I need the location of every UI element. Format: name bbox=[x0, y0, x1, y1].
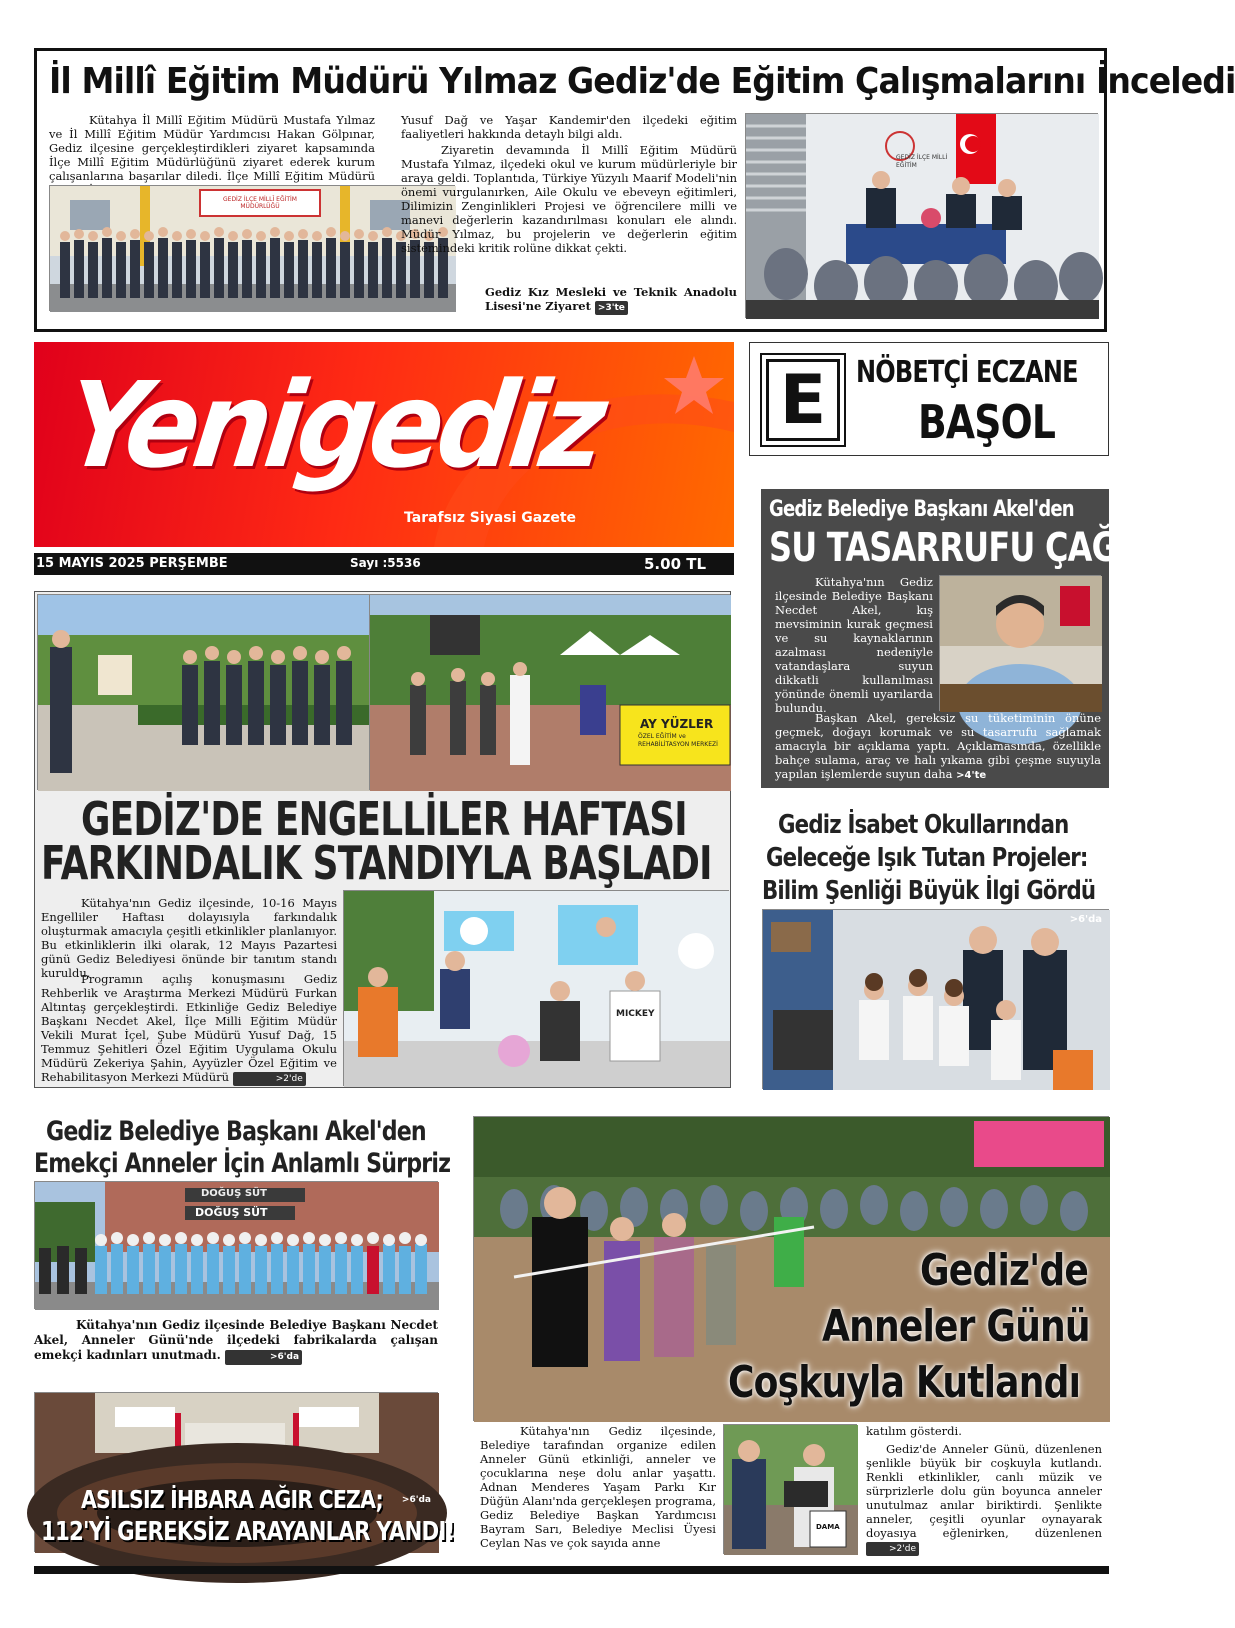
dateline bbox=[34, 553, 734, 575]
water-story-p1: Kütahya'nın Gediz ilçesinde Belediye Başkanı Necdet Akel, kış mevsiminin kurak geçmesi ve su kaynaklarının azalması nedeniyle vatandaşlara suyun dikkatli kullanılması yönünde önemli uyarılarda bulundu. bbox=[775, 575, 933, 715]
mayor-photo bbox=[939, 575, 1101, 711]
false-report-line1: ASILSIZ İHBARA AĞIR CEZA; bbox=[81, 1485, 383, 1514]
pharmacy-letter-box bbox=[760, 353, 846, 447]
disability-p2-text: Programın açılış konuşmasını Gediz Rehberlik ve Araştırma Merkezi Müdürü Furkan Altıntaş gerçekleştirdi. Etkinliğe Gediz Belediye Başkanı Necdet Akel, İlçe Milli Eğitim Müdür Vekili Murat İçel, Şube Müdürü Yusuf Dağ, 15 Temmuz Şehitleri Özel Eğitim Uygulama Okulu Müdürü Zekeriya Şahin, Ayyüzler Özel Eğitim ve Rehabilitasyon Merkezi Müdürü bbox=[41, 972, 337, 1084]
top-story-subhead-text: Gediz Kız Mesleki ve Teknik Anadolu Lisesi'ne Ziyaret bbox=[485, 285, 737, 313]
issue-price: 5.00 TL bbox=[644, 555, 707, 573]
disability-photo-kids bbox=[343, 890, 729, 1086]
mothers-day-line3: Coşkuyla Kutlandı bbox=[728, 1357, 1081, 1408]
false-report-ref[interactable]: >6'da bbox=[401, 1495, 431, 1505]
issue-number: Sayı :5536 bbox=[350, 556, 421, 570]
science-fair-line1: Gediz İsabet Okullarından bbox=[778, 810, 1069, 840]
mothers-day-col2-p1: katılım gösterdi. bbox=[866, 1424, 962, 1438]
pharmacy-title: NÖBETÇİ ECZANE bbox=[856, 355, 1078, 390]
meeting-photo-sign: GEDİZ İLÇE MİLLİ EĞİTİM bbox=[896, 154, 948, 169]
workers-story-line2: Emekçi Anneler İçin Anlamlı Sürpriz bbox=[34, 1148, 451, 1179]
disability-headline-1: GEDİZ'DE ENGELLİLER HAFTASI bbox=[81, 792, 687, 846]
pharmacy-name: BAŞOL bbox=[918, 395, 1056, 449]
disability-photo-stand bbox=[369, 594, 730, 790]
mothers-day-award-photo bbox=[723, 1424, 857, 1554]
false-report-line2: 112'Yİ GEREKSİZ ARAYANLAR YANDI! bbox=[41, 1517, 455, 1547]
bottom-rule bbox=[34, 1566, 1109, 1574]
parliament-photo bbox=[34, 1392, 455, 1552]
top-story-col2-p1: Yusuf Dağ ve Yaşar Kandemir'den ilçedeki eğitim faaliyetleri hakkında detaylı bilgi aldı. bbox=[401, 113, 737, 141]
workers-photo-sign1: DOĞUŞ SÜT bbox=[201, 1188, 267, 1199]
disability-banner-title: AY YÜZLER bbox=[640, 717, 714, 731]
meeting-photo bbox=[745, 113, 1098, 318]
workers-story-text bbox=[34, 1318, 438, 1365]
mothers-day-award-label: DAMA bbox=[816, 1523, 840, 1531]
water-story-p2-text: Başkan Akel, gereksiz su tüketiminin önüne geçmek, doğayı korumak ve su tasarrufu sağlamak amacıyla bir açıklama yaptı. Açıklamasında, özellikle bahçe sulama, araç ve halı yıkama gibi çeşme suyuyla yapılan işlemlerde suyun daha bbox=[775, 711, 1101, 781]
issue-date: 15 MAYIS 2025 PERŞEMBE bbox=[36, 556, 228, 571]
mothers-day-line1: Gediz'de bbox=[920, 1245, 1089, 1296]
top-story-col2-p2: Ziyaretin devamında İl Millî Eğitim Müdürü Mustafa Yılmaz, ilçedeki okul ve kurum müdürleriyle bir araya geldi. Toplantıda, Türkiye Yüzyılı Maarif Modeli'nin önemi vurgulanırken, Aile Okulu ve ebeveyn eğitimleri, Dilimizin Zenginlikleri Projesi ve öğrencilere milli ve manevi değerlerin kazandırılması konuları ele alındı. Müdür Yılmaz, bu projelerin ve değerlerin eğitim sistemindeki kritik rolüne dikkat çekti. bbox=[401, 143, 737, 255]
meeting-photo-image bbox=[746, 114, 1099, 319]
science-fair-photo bbox=[762, 909, 1109, 1089]
masthead bbox=[34, 342, 734, 547]
masthead-tagline: Tarafsız Siyasi Gazete bbox=[404, 510, 577, 526]
workers-story-ref[interactable]: >6'da bbox=[225, 1350, 302, 1365]
workers-story-line1: Gediz Belediye Başkanı Akel'den bbox=[46, 1116, 426, 1147]
pharmacy-letter-inner bbox=[766, 359, 840, 441]
water-story-kicker: Gediz Belediye Başkanı Akel'den bbox=[769, 497, 1074, 522]
top-story-headline: İl Millî Eğitim Müdürü Yılmaz Gediz'de Eğitim Çalışmalarını İnceledi bbox=[49, 61, 1235, 102]
disability-p1: Kütahya'nın Gediz ilçesinde, 10-16 Mayıs Engelliler Haftası dolayısıyla farkındalık oluşturmak amacıyla çeşitli etkinlikler planlanıyor. Bu etkinliklerin ilki olarak, 12 Mayıs Pazartesi günü Gediz Belediyesi önünde bir tanıtım standı kuruldu. bbox=[41, 896, 337, 980]
disability-shirt-text: MICKEY bbox=[616, 1009, 655, 1019]
disability-p2 bbox=[41, 972, 337, 1086]
top-story-col1: Kütahya İl Millî Eğitim Müdürü Mustafa Yılmaz ve İl Millî Eğitim Müdür Yardımcısı Hakan Gölpınar, Gediz ilçesine gerçekleştirdikleri ziyaret kapsamında İlçe Millî Eğitim Müdürlüğünü ziyaret ederek kurum çalışanlarına başarılar diledi. İlçe Millî Eğitim Müdürü bbox=[49, 113, 375, 183]
workers-photo-sign2: DOĞUŞ SÜT bbox=[195, 1206, 268, 1219]
water-story bbox=[761, 489, 1186, 788]
disability-photo-kids-image bbox=[344, 891, 730, 1087]
disability-headline-2: FARKINDALIK STANDIYLA BAŞLADI bbox=[41, 836, 712, 890]
mothers-day-line2: Anneler Günü bbox=[822, 1301, 1090, 1352]
disability-ref[interactable]: >2'de bbox=[233, 1072, 306, 1086]
science-fair-ref[interactable]: >6'da bbox=[1069, 914, 1102, 925]
disability-photo-ceremony-image bbox=[38, 595, 370, 791]
disability-photo-ceremony bbox=[37, 594, 369, 790]
mothers-day-award-photo-image bbox=[724, 1425, 858, 1555]
group-photo bbox=[49, 185, 455, 311]
group-photo-sign: GEDİZ İLÇE MİLLÎ EĞİTİM MÜDÜRLÜĞÜ bbox=[223, 196, 297, 210]
water-story-headline: SU TASARRUFU ÇAĞRISI bbox=[769, 525, 1186, 571]
masthead-logo[interactable]: Yenigediz bbox=[58, 356, 610, 494]
disability-week-story bbox=[34, 591, 731, 1088]
mayor-photo-image bbox=[940, 576, 1102, 712]
top-story-ref[interactable]: >3'te bbox=[595, 301, 628, 315]
top-story-subhead bbox=[485, 285, 737, 315]
mothers-day-photo bbox=[473, 1116, 1109, 1421]
water-story-p2 bbox=[775, 711, 1101, 783]
water-story-ref[interactable]: >4'te bbox=[956, 770, 987, 781]
workers-photo bbox=[34, 1181, 438, 1309]
science-fair-line3: Bilim Şenliği Büyük İlgi Gördü bbox=[762, 876, 1096, 906]
disability-banner-sub: ÖZEL EĞİTİM ve REHABİLİTASYON MERKEZİ bbox=[638, 733, 718, 748]
science-fair-line2: Geleceğe Işık Tutan Projeler: bbox=[766, 843, 1088, 873]
mothers-day-col1: Kütahya'nın Gediz ilçesinde, Belediye tarafından organize edilen Anneler Günü etkinliği, anneler ve çocuklarına neşe dolu anlar yaşattı. Adnan Menderes Yaşam Parkı Kır Düğün Alanı'nda gerçekleşen programa, Gediz Belediye Başkan Yardımcısı Bayram Sarı, Belediye Meclisi Üyesi Ceylan Nas ve çok sayıda anne bbox=[480, 1424, 716, 1550]
pharmacy-box bbox=[749, 342, 1109, 456]
mothers-day-ref[interactable]: >2'de bbox=[866, 1542, 919, 1556]
disability-photo-stand-image bbox=[370, 595, 731, 791]
pharmacy-letter: E bbox=[779, 361, 827, 440]
mothers-day-col2-p2 bbox=[866, 1442, 1102, 1556]
workers-story-text-body: Kütahya'nın Gediz ilçesinde Belediye Başkanı Necdet Akel, Anneler Günü'nde ilçedeki fabrikalarda çalışan emekçi kadınları unutmadı. bbox=[34, 1318, 438, 1362]
mothers-day-col2-p2-text: Gediz'de Anneler Günü, düzenlenen şenlikle büyük bir coşkuyla kutlandı. Renkli etkinlikler, canlı müzik ve sürprizlerle dolu gün boyunca anneler unutulmaz anılar biriktirdi. Şenlikte anneler, çeşitli oyunlar oynayarak doyasıya eğlenirken, düzenlenen bbox=[866, 1442, 1102, 1540]
workers-photo-image bbox=[35, 1182, 439, 1310]
top-story bbox=[34, 48, 1235, 332]
science-fair-photo-image bbox=[763, 910, 1110, 1090]
